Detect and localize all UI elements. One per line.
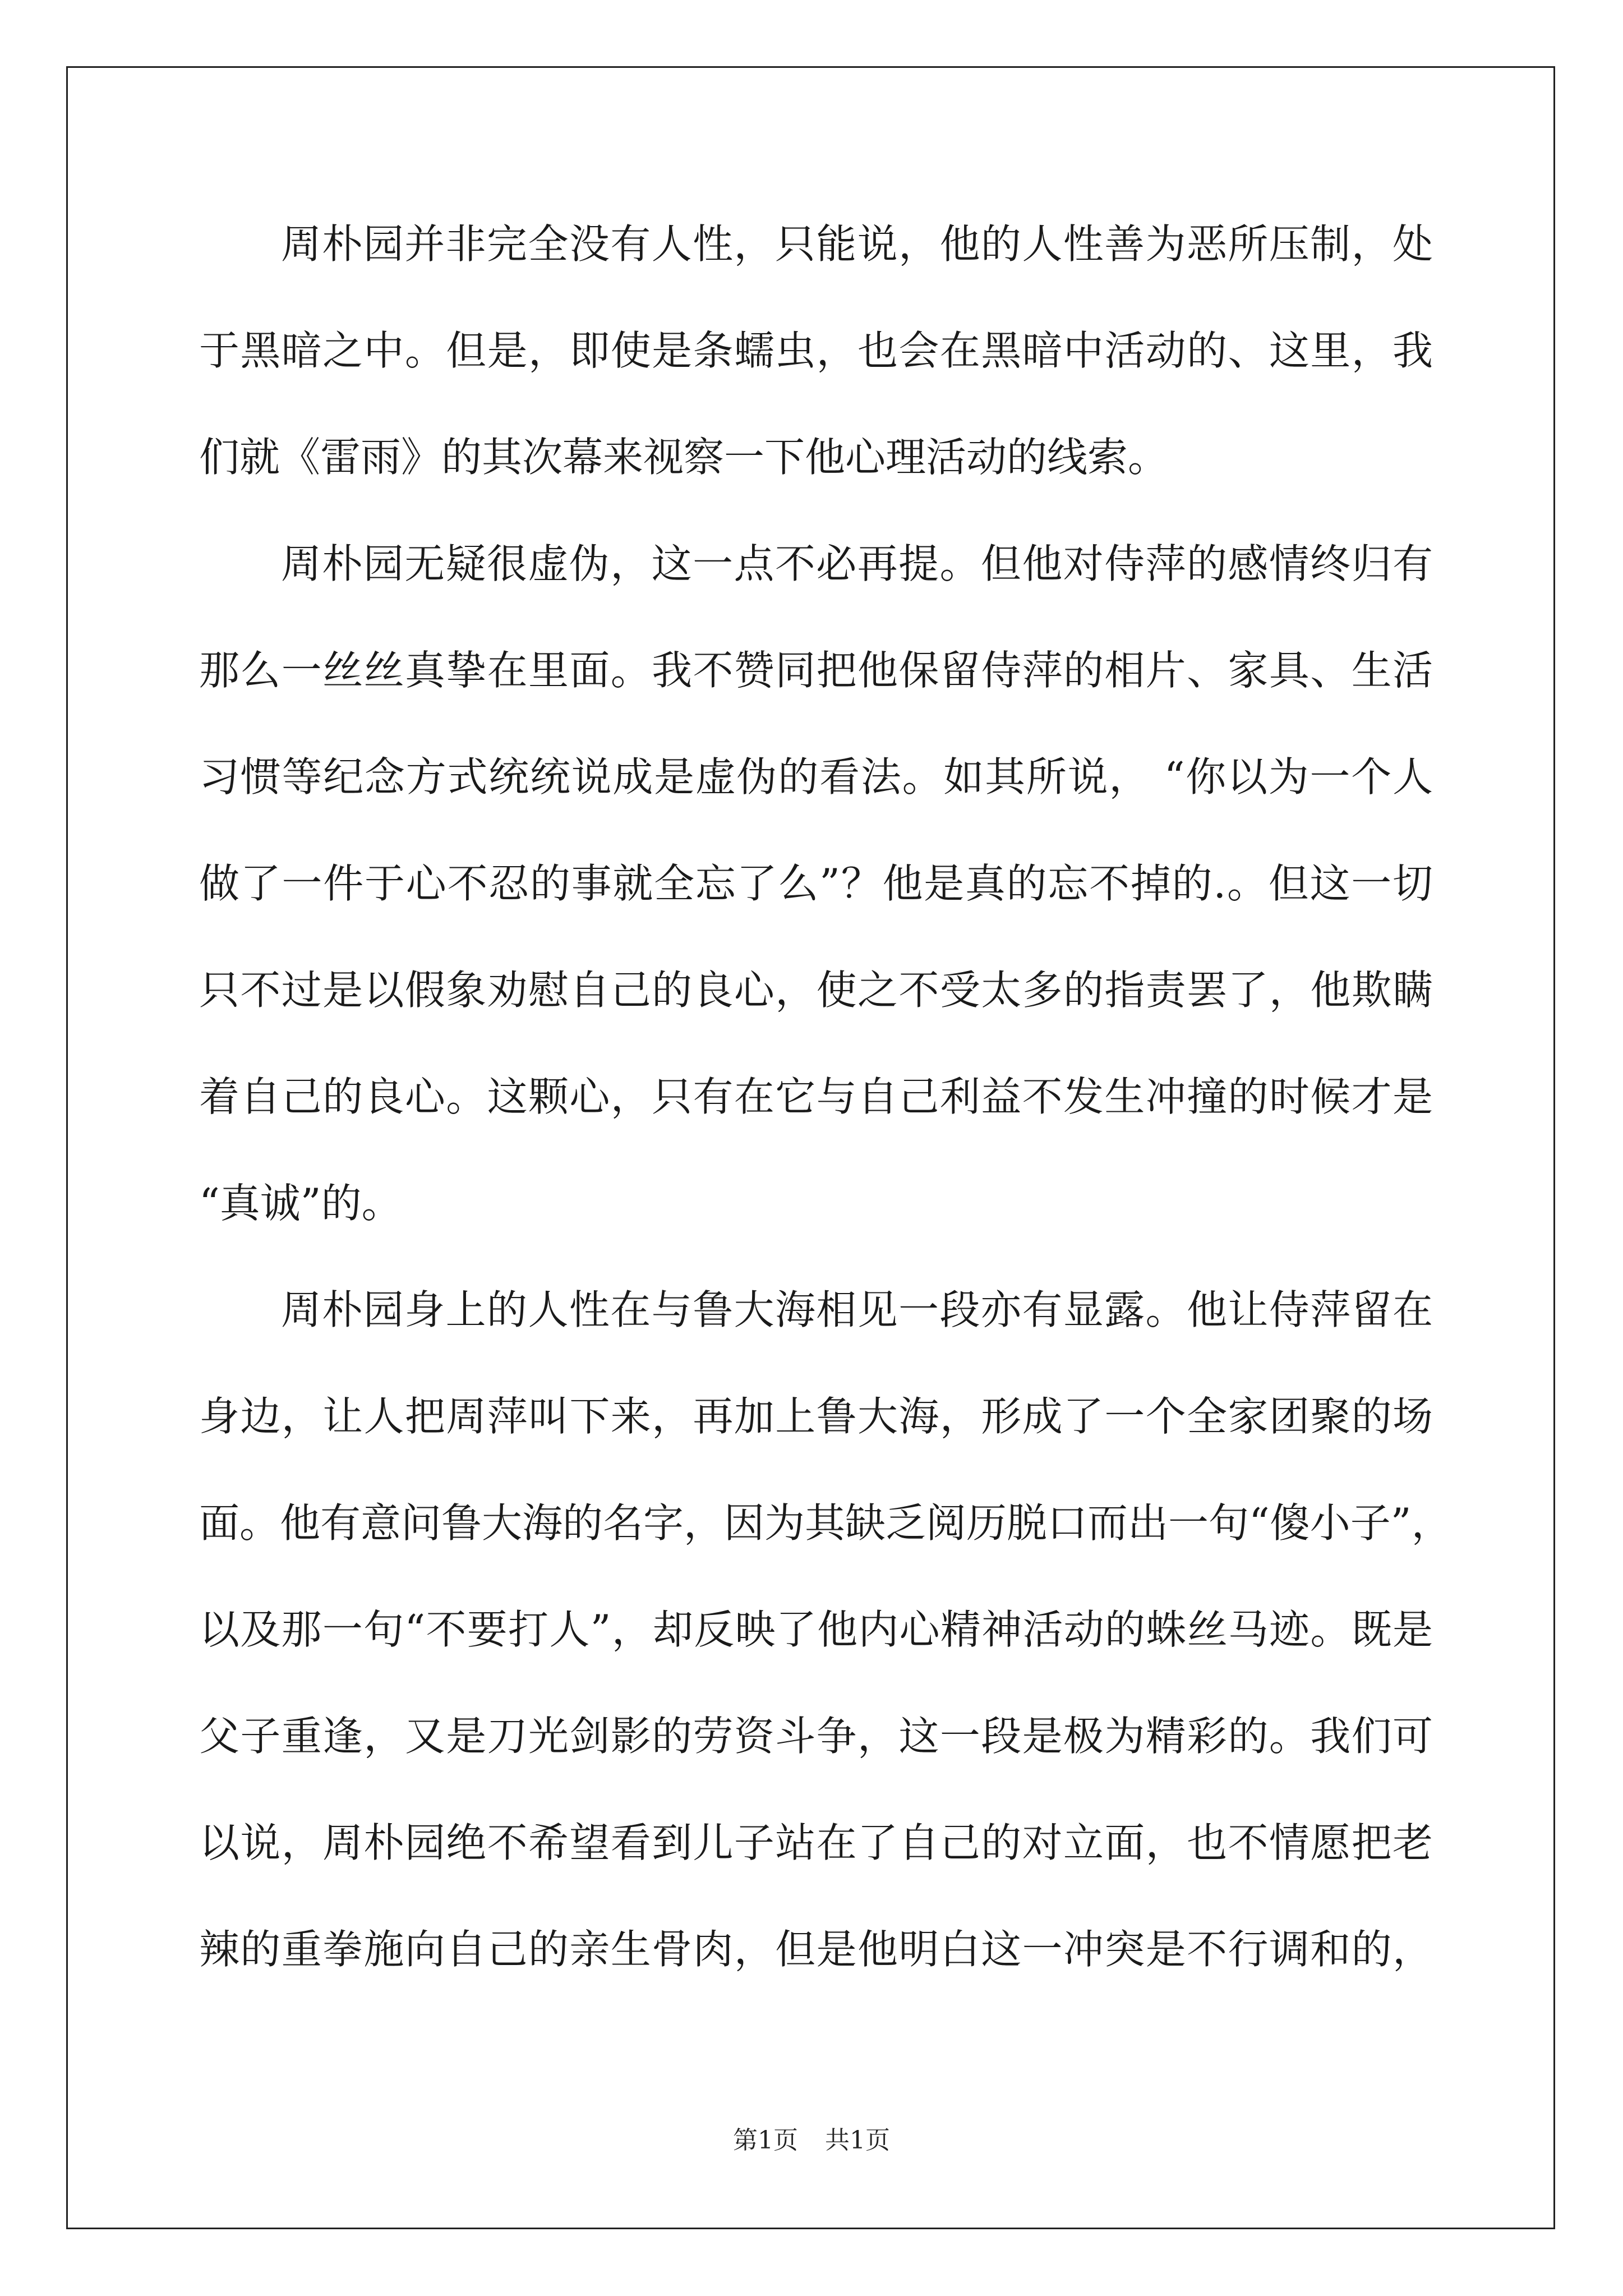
text-line: 父子重逢，又是刀光剑影的劳资斗争，这一段是极为精彩的。我们可 [199,1713,1433,1760]
text-line: 做了一件于心不忍的事就全忘了么”？他是真的忘不掉的.。但这一切 [199,860,1433,907]
text-line: 身边，让人把周萍叫下来，再加上鲁大海，形成了一个全家团聚的场 [199,1393,1433,1440]
text-line: 那么一丝丝真挚在里面。我不赞同把他保留侍萍的相片、家具、生活 [199,647,1433,694]
text-line: 周朴园无疑很虚伪，这一点不必再提。但他对侍萍的感情终归有 [281,540,1433,587]
page-footer [0,2125,1623,2156]
page-number-current: 第1页 [733,2126,798,2155]
text-line: 习惯等纪念方式统统说成是虚伪的看法。如其所说， “你以为一个人 [199,753,1433,800]
page-number-total: 共1页 [825,2126,890,2155]
text-line: 于黑暗之中。但是，即使是条蠕虫，也会在黑暗中活动的、这里，我 [199,327,1433,374]
text-line: 们就《雷雨》的其次幕来视察一下他心理活动的线索。 [199,434,1169,481]
text-line: 只不过是以假象劝慰自己的良心，使之不受太多的指责罢了，他欺瞒 [199,967,1433,1014]
text-line: 辣的重拳施向自己的亲生骨肉，但是他明白这一冲突是不行调和的， [199,1926,1433,1973]
text-line: 着自己的良心。这颗心，只有在它与自己利益不发生冲撞的时候才是 [199,1073,1433,1120]
document-body [199,208,1452,2019]
text-line: 周朴园身上的人性在与鲁大海相见一段亦有显露。他让侍萍留在 [281,1286,1433,1333]
text-line: 以及那一句“不要打人”，却反映了他内心精神活动的蛛丝马迹。既是 [199,1606,1433,1653]
text-line: 周朴园并非完全没有人性，只能说，他的人性善为恶所压制，处 [281,220,1433,268]
text-line: “真诚”的。 [199,1180,402,1227]
text-line: 面。他有意问鲁大海的名字，因为其缺乏阅历脱口而出一句“傻小子”， [199,1499,1452,1547]
text-line: 以说，周朴园绝不希望看到儿子站在了自己的对立面，也不情愿把老 [199,1819,1433,1866]
